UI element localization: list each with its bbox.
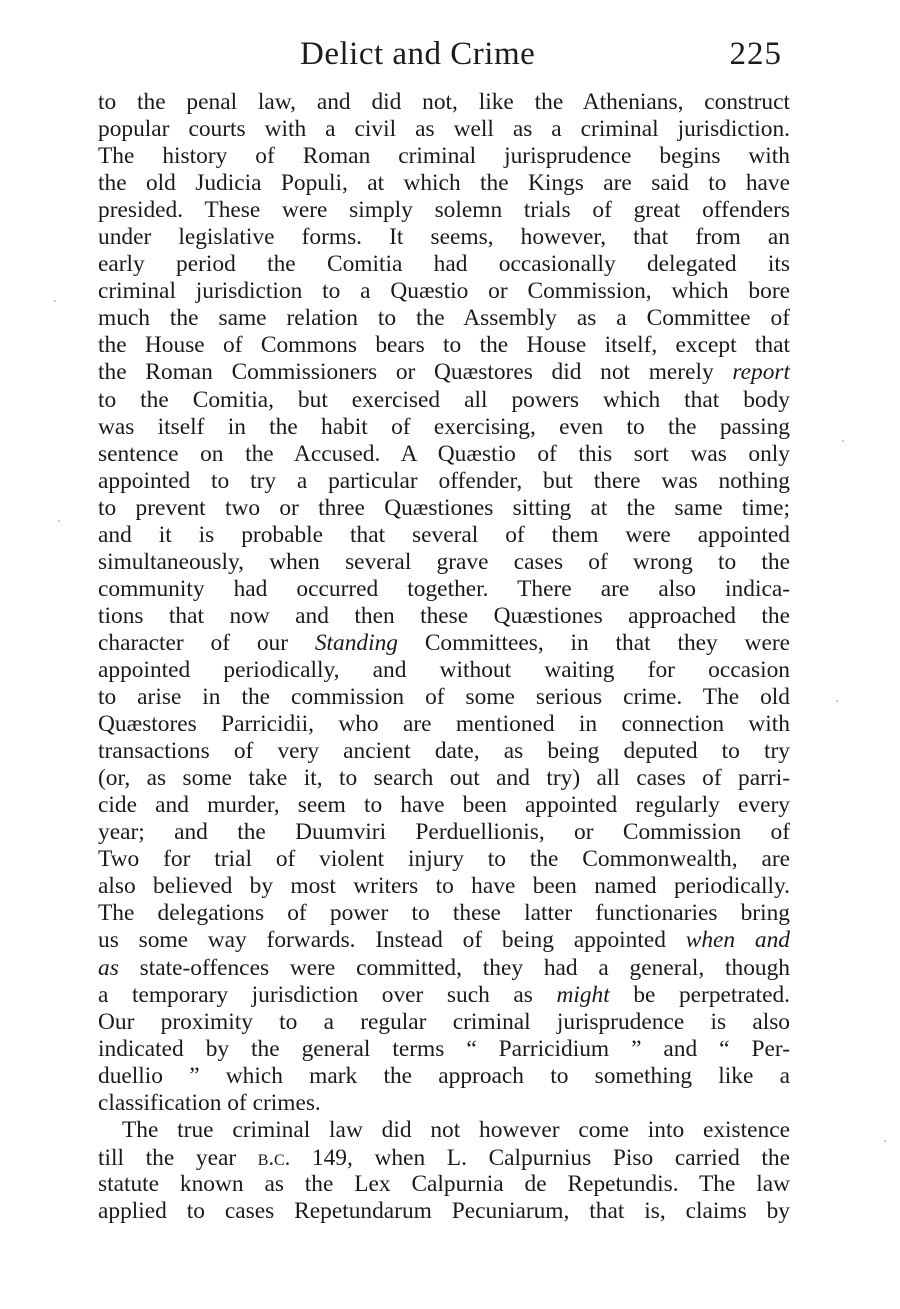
text-line bbox=[98, 359, 790, 386]
paper-speck bbox=[842, 440, 844, 442]
running-head bbox=[100, 36, 790, 80]
paragraph-1 bbox=[98, 89, 790, 1117]
text-line bbox=[98, 1144, 790, 1171]
text-line: to the Comitia, but exercised all powers which that body bbox=[98, 386, 790, 413]
text-run: the Roman Commissioners or Quæstores did not merely bbox=[98, 359, 733, 386]
text-line: classification of crimes. bbox=[98, 1089, 321, 1116]
italic-when-and: when and bbox=[685, 927, 791, 954]
body-text bbox=[98, 89, 790, 1225]
text-run: a temporary jurisdiction over such as bbox=[98, 981, 557, 1008]
text-line: Our proximity to a regular criminal jurisprudence is also bbox=[98, 1008, 790, 1035]
text-line: criminal jurisdiction to a Quæstio or Commission, which bore bbox=[98, 278, 790, 305]
paragraph-2 bbox=[98, 1117, 790, 1225]
text-line: applied to cases Repetundarum Pecuniarum, that is, claims by bbox=[98, 1197, 790, 1224]
text-line: was itself in the habit of exercising, even to the passing bbox=[98, 413, 790, 440]
text-line: to the penal law, and did not, like the Athenians, construct bbox=[98, 89, 790, 115]
text-line: to prevent two or three Quæstiones sitting at the same time; bbox=[98, 494, 790, 521]
text-line: The history of Roman criminal jurisprudence begins with bbox=[98, 143, 790, 170]
page-number: 225 bbox=[729, 36, 782, 72]
text-line: early period the Comitia had occasionally delegated its bbox=[98, 251, 790, 278]
text-line bbox=[98, 955, 790, 982]
text-line: appointed periodically, and without waiting for occasion bbox=[98, 656, 790, 683]
text-line: simultaneously, when several grave cases of wrong to the bbox=[98, 548, 790, 575]
italic-report: report bbox=[732, 359, 790, 386]
text-line: the old Judicia Populi, at which the Kings are said to have bbox=[98, 170, 790, 197]
running-title: Delict and Crime bbox=[300, 36, 536, 72]
text-run: us some way forwards. Instead of being appointed bbox=[98, 927, 686, 954]
text-line: community had occurred together. There are also indica- bbox=[98, 575, 790, 602]
text-line: to arise in the commission of some serious crime. The old bbox=[98, 684, 790, 711]
text-line: (or, as some take it, to search out and try) all cases of parri- bbox=[98, 765, 790, 792]
text-run: Committees, in that they were bbox=[398, 629, 791, 656]
text-run: be perpetrated. bbox=[609, 981, 791, 1008]
text-line bbox=[98, 982, 790, 1009]
text-run: state-offences were committed, they had a general, though bbox=[118, 954, 790, 981]
text-line: The delegations of power to these latter functionaries bring bbox=[98, 900, 790, 927]
italic-might: might bbox=[556, 981, 610, 1008]
text-line: also believed by most writers to have been named periodically. bbox=[98, 873, 790, 900]
text-line: under legislative forms. It seems, however, that from an bbox=[98, 224, 790, 251]
text-line: year; and the Duumviri Perduellionis, or Commission of bbox=[98, 819, 790, 846]
text-line bbox=[98, 630, 790, 657]
text-line: Two for trial of violent injury to the Commonwealth, are bbox=[98, 846, 790, 873]
text-line: and it is probable that several of them were appointed bbox=[98, 521, 790, 548]
small-caps-bc: b.c. bbox=[257, 1144, 291, 1170]
italic-standing: Standing bbox=[314, 629, 398, 656]
text-line: The true criminal law did not however come into existence bbox=[122, 1116, 790, 1143]
paper-speck bbox=[884, 1140, 886, 1142]
text-line: appointed to try a particular offender, but there was nothing bbox=[98, 467, 790, 494]
text-line: tions that now and then these Quæstiones approached the bbox=[98, 602, 790, 629]
paper-speck bbox=[836, 700, 838, 702]
text-line: the House of Commons bears to the House itself, except that bbox=[98, 332, 790, 359]
text-line: presided. These were simply solemn trials of great offenders bbox=[98, 197, 790, 224]
text-line: duellio ” which mark the approach to something like a bbox=[98, 1062, 790, 1089]
text-line: popular courts with a civil as well as a criminal jurisdiction. bbox=[98, 116, 790, 143]
paper-speck bbox=[58, 520, 60, 522]
text-run: 149, when L. Calpurnius Piso carried the bbox=[290, 1144, 790, 1171]
text-line bbox=[98, 927, 790, 954]
paper-speck bbox=[54, 300, 56, 302]
text-line: sentence on the Accused. A Quæstio of this sort was only bbox=[98, 440, 790, 467]
text-line: cide and murder, seem to have been appointed regularly every bbox=[98, 792, 790, 819]
text-line: indicated by the general terms “ Parricidium ” and “ Per- bbox=[98, 1035, 790, 1062]
text-run: till the year bbox=[98, 1144, 258, 1171]
italic-as: as bbox=[98, 954, 119, 981]
text-line: transactions of very ancient date, as being deputed to try bbox=[98, 738, 790, 765]
text-line: much the same relation to the Assembly as a Committee of bbox=[98, 305, 790, 332]
text-run: character of our bbox=[98, 629, 315, 656]
text-line: Quæstores Parricidii, who are mentioned in connection with bbox=[98, 711, 790, 738]
text-line: statute known as the Lex Calpurnia de Repetundis. The law bbox=[98, 1170, 790, 1197]
